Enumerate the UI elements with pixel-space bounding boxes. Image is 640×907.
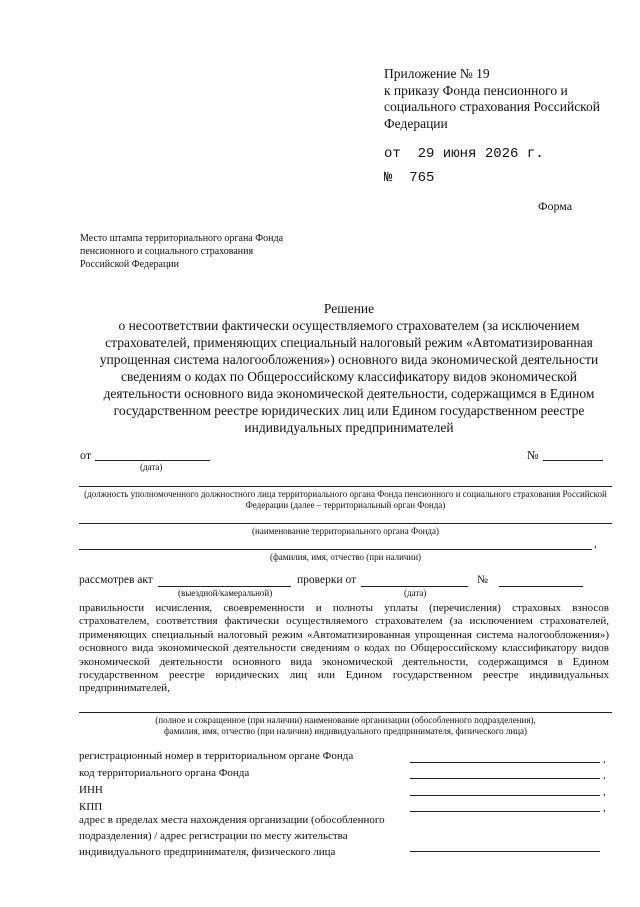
insured-party-field[interactable]	[79, 712, 612, 713]
reg-number-field[interactable]	[410, 762, 600, 763]
appendix-line: Приложение № 19	[384, 66, 490, 81]
considered-act-label: рассмотрев акт	[79, 574, 153, 586]
inn-field[interactable]	[410, 795, 600, 796]
document-title: Решение	[323, 301, 375, 316]
title-line: индивидуальных предпринимателей	[244, 420, 454, 435]
check-date-caption: (дата)	[404, 588, 427, 598]
act-number-label: №	[477, 574, 488, 586]
official-position-field[interactable]	[79, 486, 612, 487]
date-from-label: от	[80, 448, 92, 462]
act-type-field[interactable]	[158, 586, 291, 587]
form-label: Форма	[538, 199, 573, 213]
act-type-caption: (выездной/камеральной)	[178, 588, 273, 598]
title-line: упрощенная система налогообложения») основного вида экономической деятельности	[99, 352, 599, 367]
date-caption: (дата)	[140, 462, 163, 472]
title-line: сведениям о кодах по Общероссийскому классификатору видов экономической	[121, 369, 577, 384]
caption-line: (полное и сокращенное (при наличии) наименование организации (обособленного подразделения),	[155, 715, 536, 725]
check-from-label: проверки от	[297, 574, 357, 586]
decision-number-field[interactable]	[543, 460, 603, 461]
comma: ,	[603, 753, 606, 765]
check-date-field[interactable]	[361, 586, 468, 587]
order-date: от 29 июня 2026 г.	[384, 146, 544, 162]
body-paragraph: правильности исчисления, своевременности и полноты уплаты (перечисления) страховых взносов страхователем, соответствия фактически осуществляемого страхователем (за исключением страхователей, применяющих специальный налоговый режим «Автоматизированная упрощенная система налогообложения») основного вида экономической деятельности сведениям о кодах по Общероссийскому классификатору видов экономической деятельности основного вида экономической деятельности, содержащимся в Едином государственном реестре юридических лиц или Едином государственном реестре индивидуальных предпринимателей,	[79, 602, 609, 695]
appendix-block	[384, 66, 600, 132]
title-line: о несоответствии фактически осуществляемого страхователем (за исключением	[118, 318, 580, 333]
stamp-line: Российской Федерации	[80, 259, 180, 270]
official-position-caption: (должность уполномоченного должностного лица территориального органа Фонда пенсионного и социального страхования Российской Федерации (далее – территориальный орган Фонда)	[84, 489, 607, 510]
title-line: государственном реестре юридических лиц или Едином государственном реестре	[113, 403, 585, 418]
document-title-block	[78, 300, 620, 436]
body-code-field[interactable]	[410, 778, 600, 779]
address-line: индивидуального предпринимателя, физического лица	[79, 846, 336, 858]
reg-number-label: регистрационный номер в территориальном органе Фонда	[79, 750, 354, 762]
appendix-line: социального страхования Российской	[384, 99, 601, 114]
stamp-line: пенсионного и социального страхования	[80, 246, 254, 257]
address-line: подразделения) / адрес регистрации по месту жительства	[79, 830, 348, 842]
full-name-caption: (фамилия, имя, отчество (при наличии)	[269, 552, 422, 562]
inn-label: ИНН	[79, 784, 103, 796]
comma: ,	[603, 786, 606, 798]
address-field[interactable]	[410, 851, 600, 852]
address-label	[79, 812, 385, 860]
appendix-line: к приказу Фонда пенсионного и	[384, 82, 568, 98]
stamp-place	[80, 232, 283, 271]
comma: ,	[603, 802, 606, 814]
kpp-label: КПП	[79, 801, 103, 813]
territorial-body-caption: (наименование территориального органа Фонда)	[252, 526, 439, 536]
full-name-field[interactable]	[79, 549, 592, 550]
comma: ,	[603, 769, 606, 781]
title-line: деятельности основного вида экономической деятельности, содержащимся в Едином	[103, 386, 595, 401]
comma: ,	[594, 538, 597, 550]
title-line: страхователей, применяющих специальный налоговый режим «Автоматизированная	[105, 335, 593, 350]
address-line: адрес в пределах места нахождения организации (обособленного	[79, 814, 385, 826]
caption-line: фамилия, имя, отчество (при наличии) индивидуального предпринимателя, физического лица)	[163, 726, 528, 736]
appendix-line: Федерации	[384, 115, 448, 131]
order-number: № 765	[384, 170, 435, 186]
body-code-label: код территориального органа Фонда	[79, 767, 250, 779]
number-label: №	[527, 448, 539, 462]
insured-party-caption	[79, 715, 612, 737]
decision-date-field[interactable]	[95, 460, 210, 461]
stamp-line: Место штампа территориального органа Фонда	[80, 233, 284, 244]
territorial-body-field[interactable]	[79, 523, 612, 524]
kpp-field[interactable]	[410, 811, 600, 812]
act-number-field[interactable]	[499, 586, 583, 587]
